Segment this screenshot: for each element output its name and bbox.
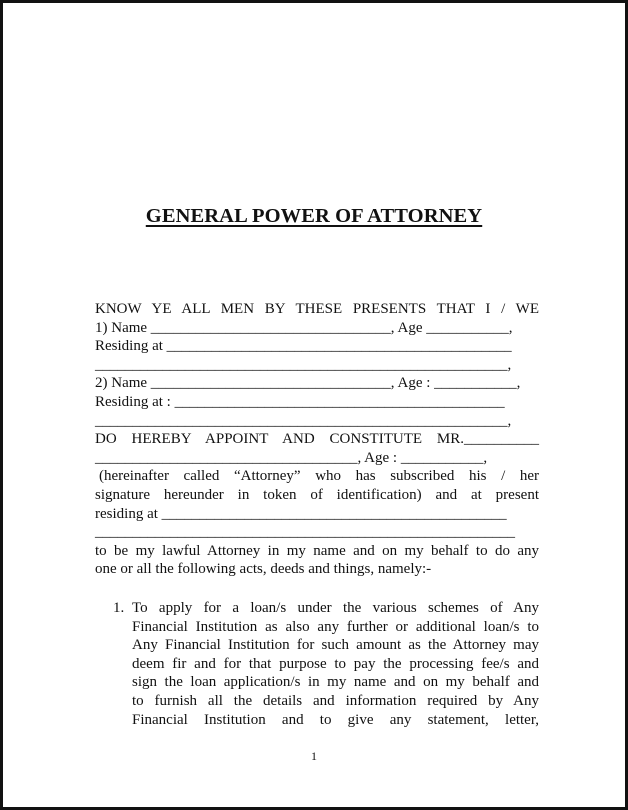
list-item-line: deem fir and for that purpose to pay the processing fee/s and bbox=[132, 655, 539, 672]
attorney-description-line-2: signature hereunder in token of identification) and at present bbox=[95, 486, 539, 503]
list-item-line: To apply for a loan/s under the various schemes of Any bbox=[132, 600, 539, 616]
list-item-number: 1. bbox=[113, 600, 125, 616]
appoint-line: DO HEREBY APPOINT AND CONSTITUTE MR.__________ bbox=[95, 431, 539, 448]
person2-residing-continuation: _______________________________________________________, bbox=[95, 412, 512, 429]
parties-section bbox=[95, 300, 539, 579]
list-item-line: Financial Institution and to give any statement, letter, bbox=[132, 711, 539, 728]
list-item-text bbox=[132, 599, 539, 729]
person2-name-line: 2) Name ________________________________, Age : ___________, bbox=[95, 375, 521, 392]
list-item-line: to furnish all the details and information required by Any bbox=[132, 692, 539, 709]
attorney-residing-continuation: ________________________________________________________ bbox=[95, 524, 515, 541]
document-title: GENERAL POWER OF ATTORNEY bbox=[145, 205, 483, 227]
intro-line: KNOW YE ALL MEN BY THESE PRESENTS THAT I / WE bbox=[95, 301, 539, 317]
attorney-description-line-1: (hereinafter called “Attorney” who has subscribed his / her bbox=[99, 468, 539, 485]
purpose-line-1: to be my lawful Attorney in my name and on my behalf to do any bbox=[95, 542, 539, 559]
page-number: 1 bbox=[311, 749, 317, 763]
attorney-age-line: ___________________________________, Age : ___________, bbox=[95, 449, 488, 466]
person1-residing-line: Residing at ______________________________________________ bbox=[95, 338, 512, 355]
list-item-line: Any Financial Institution for such amount as the Attorney may bbox=[132, 637, 539, 654]
purpose-line-2: one or all the following acts, deeds and things, namely:- bbox=[95, 561, 432, 578]
person1-name-line: 1) Name ________________________________, Age ___________, bbox=[95, 319, 513, 336]
person2-residing-line: Residing at : ____________________________________________ bbox=[95, 393, 505, 410]
list-item-line: sign the loan application/s in my name and on my behalf and bbox=[132, 674, 539, 691]
list-item-line: Financial Institution as also any further or additional loan/s to bbox=[132, 618, 539, 635]
person1-residing-continuation: _______________________________________________________, bbox=[95, 356, 512, 373]
attorney-residing-line: residing at ______________________________________________ bbox=[95, 505, 507, 522]
